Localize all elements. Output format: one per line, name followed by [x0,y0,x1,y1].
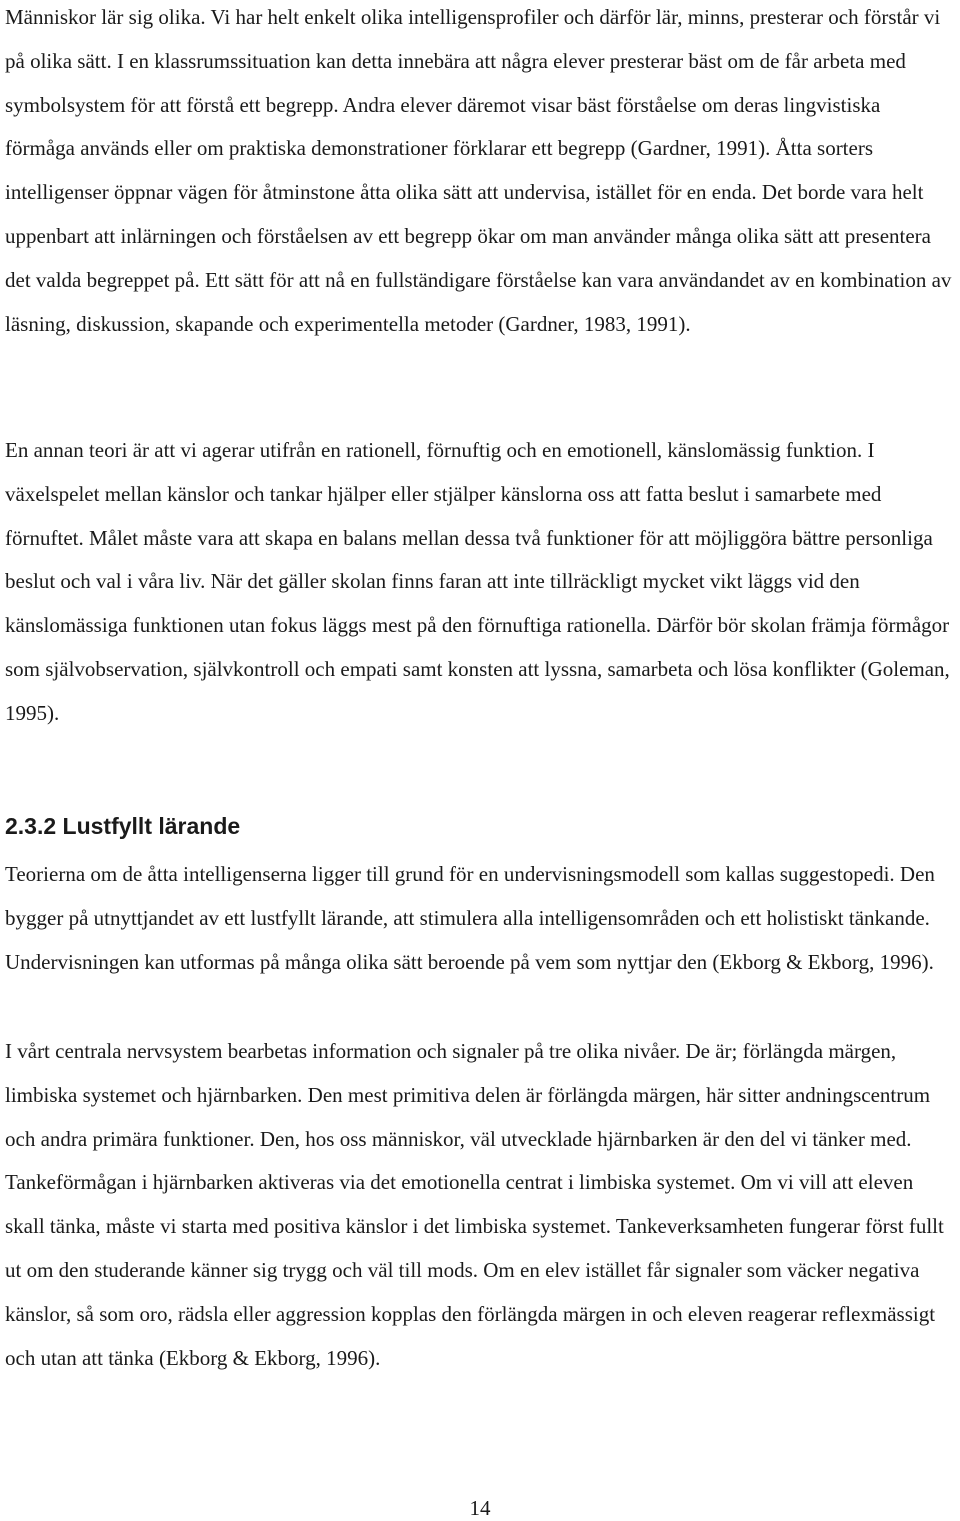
paragraph-nervous-system: I vårt centrala nervsystem bearbetas information och signaler på tre olika nivåer. De är; förlängda märgen, limbiska systemet och hjärnbarken. Den mest primitiva delen är förlängda märgen, här sitter andningscentrum och andra primära funktioner. Den, hos oss människor, väl utvecklade hjärnbarken är den del vi tänker med. Tankeförmågan i hjärnbarken aktiveras via det emotionella centrat i limbiska systemet. Om vi vill att eleven skall tänka, måste vi starta med positiva känslor i det limbiska systemet. Tankeverksamheten fungerar först fullt ut om den studerande känner sig trygg och väl till mods. Om en elev istället får signaler som väcker negativa känslor, så som oro, rädsla eller aggression kopplas den förlängda märgen in och eleven reagerar reflexmässigt och utan att tänka (Ekborg & Ekborg, 1996). [5,1039,944,1370]
section-heading: 2.3.2 Lustfyllt lärande [5,813,241,839]
paragraph-intelligence-profiles: Människor lär sig olika. Vi har helt enkelt olika intelligensprofiler och därför lär, minns, presterar och förstår vi på olika sätt. I en klassrumssituation kan detta innebära att några elever presterar bäst om de får arbeta med symbolsystem för att förstå ett begrepp. Andra elever däremot visar bäst förståelse om deras lingvistiska förmåga används eller om praktiska demonstrationer förklarar ett begrepp (Gardner, 1991). Åtta sorters intelligenser öppnar vägen för åtminstone åtta olika sätt att undervisa, istället för en enda. Det borde vara helt uppenbart att inlärningen och förståelsen av ett begrepp ökar om man använder många olika sätt att presentera det valda begreppet på. Ett sätt för att nå en fullständigare förståelse kan vara användandet av en kombination av läsning, diskussion, skapande och experimentella metoder (Gardner, 1983, 1991). [5,5,952,336]
page-number: 14 [469,1496,491,1520]
paragraph-emotional-function: En annan teori är att vi agerar utifrån en rationell, förnuftig och en emotionell, känslomässig funktion. I växelspelet mellan känslor och tankar hjälper eller stjälper känslorna oss att fatta beslut i samarbete med förnuftet. Målet måste vara att skapa en balans mellan dessa två funktioner för att möjliggöra bättre personliga beslut och val i våra liv. När det gäller skolan finns faran att inte tillräckligt mycket vikt läggs vid den känslomässiga funktionen utan fokus läggs mest på den förnuftiga rationella. Därför bör skolan främja förmågor som självobservation, självkontroll och empati samt konsten att lyssna, samarbeta och lösa konflikter (Goleman, 1995). [5,438,950,725]
paragraph-suggestopedia: Teorierna om de åtta intelligenserna ligger till grund för en undervisningsmodell som kallas suggestopedi. Den bygger på utnyttjandet av ett lustfyllt lärande, att stimulera alla intelligensområden och ett holistiskt tänkande. Undervisningen kan utformas på många olika sätt beroende på vem som nyttjar den (Ekborg & Ekborg, 1996). [5,862,935,974]
